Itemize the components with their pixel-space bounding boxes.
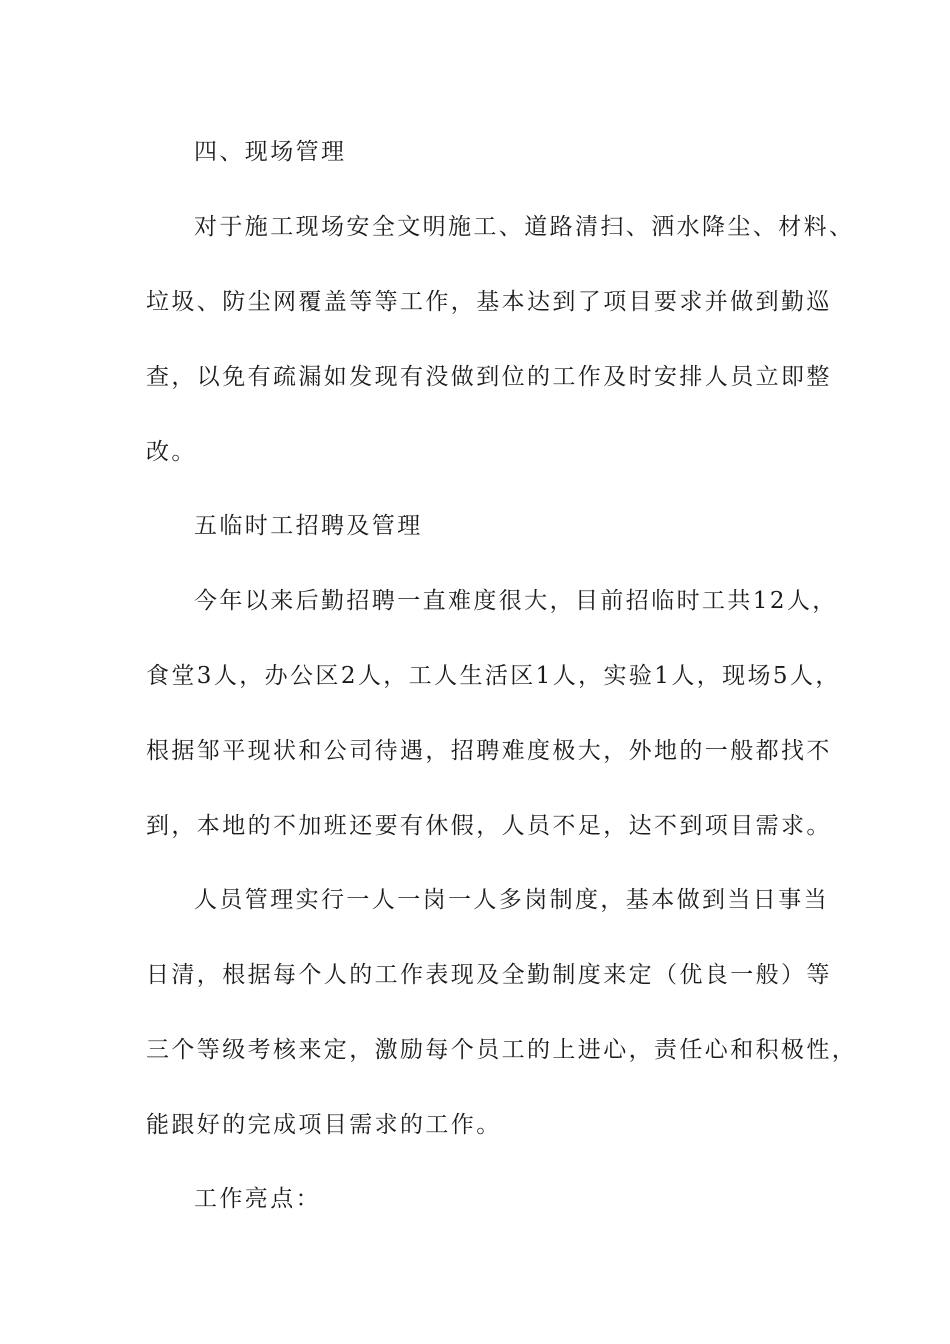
paragraph-line: 改。 [146, 439, 197, 465]
paragraph-line: 三个等级考核来定，激励每个员工的上进心，责任心和积极性， [146, 1037, 858, 1063]
paragraph-line: 今年以来后勤招聘一直难度很大，目前招临时工共12人， [194, 588, 838, 614]
paragraph-line: 垃圾、防尘网覆盖等等工作，基本达到了项目要求并做到勤巡 [146, 289, 832, 315]
paragraph-line: 查，以免有疏漏如发现有没做到位的工作及时安排人员立即整 [146, 364, 832, 390]
paragraph-line: 能跟好的完成项目需求的工作。 [146, 1112, 502, 1138]
section-heading-site-management: 四、现场管理 [194, 139, 347, 165]
paragraph-line: 人员管理实行一人一岗一人多岗制度，基本做到当日事当 [194, 887, 829, 913]
paragraph-line: 日清，根据每个人的工作表现及全勤制度来定（优良一般）等 [146, 962, 832, 988]
paragraph-line: 食堂3人，办公区2人，工人生活区1人，实验1人，现场5人， [146, 663, 841, 689]
paragraph-line: 对于施工现场安全文明施工、道路清扫、洒水降尘、材料、 [194, 214, 855, 240]
paragraph-line: 到，本地的不加班还要有休假，人员不足，达不到项目需求。 [146, 813, 832, 839]
paragraph-line: 根据邹平现状和公司待遇，招聘难度极大，外地的一般都找不 [146, 738, 832, 764]
section-heading-highlights: 工作亮点： [194, 1186, 321, 1212]
section-heading-temp-workers: 五临时工招聘及管理 [194, 513, 423, 539]
